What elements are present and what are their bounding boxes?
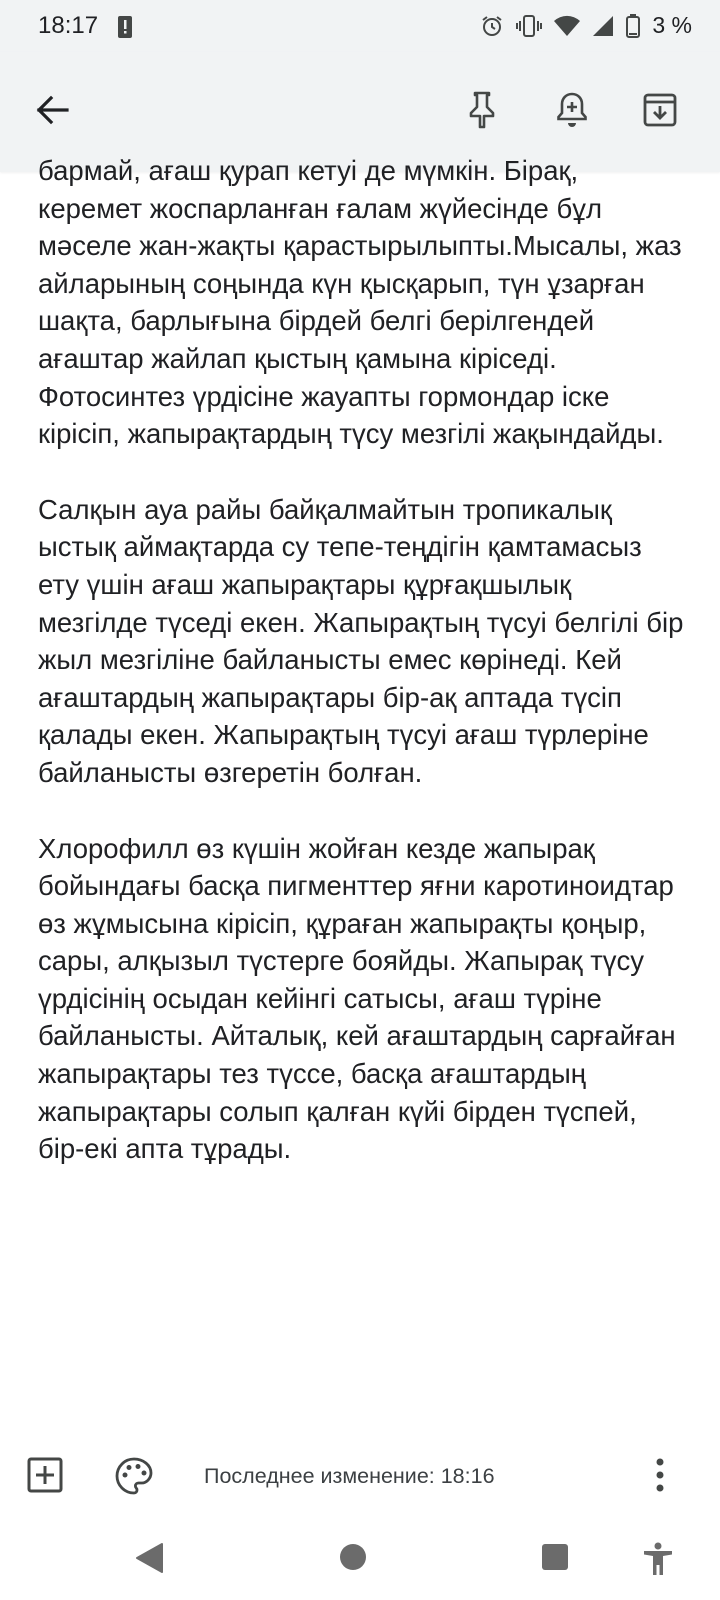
palette-icon[interactable] <box>114 1456 154 1496</box>
last-edited-label: Последнее изменение: 18:16 <box>204 1464 495 1488</box>
alarm-icon <box>480 14 504 38</box>
wifi-icon <box>554 15 580 37</box>
vibrate-icon <box>516 14 542 38</box>
signal-icon <box>592 15 614 37</box>
status-bar <box>0 0 720 52</box>
note-paragraph[interactable]: бармай, ағаш қурап кетуі де мүмкін. Бірақ, керемет жоспарланған ғалам жүйесінде бұл мәселе жан-жақты қарастырылыпты.Мысалы, жаз айларының соңында күн қысқарып, түн ұзарған шақта, барлығына бірдей белгі берілгендей ағаштар жайлап қыстың қамына кіріседі. Фотосинтез үрдісіне жауапты гормондар іске кірісіп, жапырақтардың түсу мезгілі жақындайды. <box>38 155 682 450</box>
add-box-icon[interactable] <box>26 1456 64 1494</box>
archive-icon[interactable] <box>636 86 684 134</box>
nav-recents-icon[interactable] <box>540 1542 570 1572</box>
note-paragraph[interactable]: Салқын ауа райы байқалмайтын тропикалық ыстық аймақтарда су тепе-теңдігін қамтамасыз ету үшін ағаш жапырақтары құрғақшылық мезгілде түседі екен. Жапырақтың түсуі белгілі бір жыл мезгіліне байланысты емес көрінеді. Кей ағаштардың жапырақтары бір-ақ аптада түсіп қалады екен. Жапырақтың түсуі ағаш түрлеріне байланысты өзгеретін болған. <box>38 493 684 788</box>
system-nav-bar <box>0 1520 720 1600</box>
nav-back-icon[interactable] <box>134 1542 164 1574</box>
reminder-bell-icon[interactable] <box>548 86 596 134</box>
note-bottom-bar <box>0 1430 720 1520</box>
battery-icon <box>626 14 640 38</box>
more-vert-icon[interactable] <box>652 1456 668 1494</box>
pin-icon[interactable] <box>458 86 506 134</box>
status-icons <box>480 12 692 39</box>
nav-home-icon[interactable] <box>338 1542 368 1572</box>
note-body[interactable] <box>38 155 688 1430</box>
battery-percentage: 3 % <box>652 12 692 38</box>
alert-icon <box>118 16 132 38</box>
back-arrow-icon[interactable] <box>28 86 76 134</box>
note-paragraph[interactable]: Хлорофилл өз күшін жойған кезде жапырақ бойындағы басқа пигменттер яғни каротиноидтар өз жұмысына кірісіп, құраған жапырақты қоңыр, сары, алқызыл түстерге бояйды. Жапырақ түсу үрдісінің осыдан кейінгі сатысы, ағаш түріне байланысты. Айталық, кей ағаштардың сарғайған жапырақтары тез түссе, басқа ағаштардың жапырақтары солып қалған күйі бірден түспей, бір-екі апта тұрады. <box>38 832 676 1165</box>
status-time: 18:17 <box>38 12 99 39</box>
accessibility-icon[interactable] <box>642 1542 674 1576</box>
